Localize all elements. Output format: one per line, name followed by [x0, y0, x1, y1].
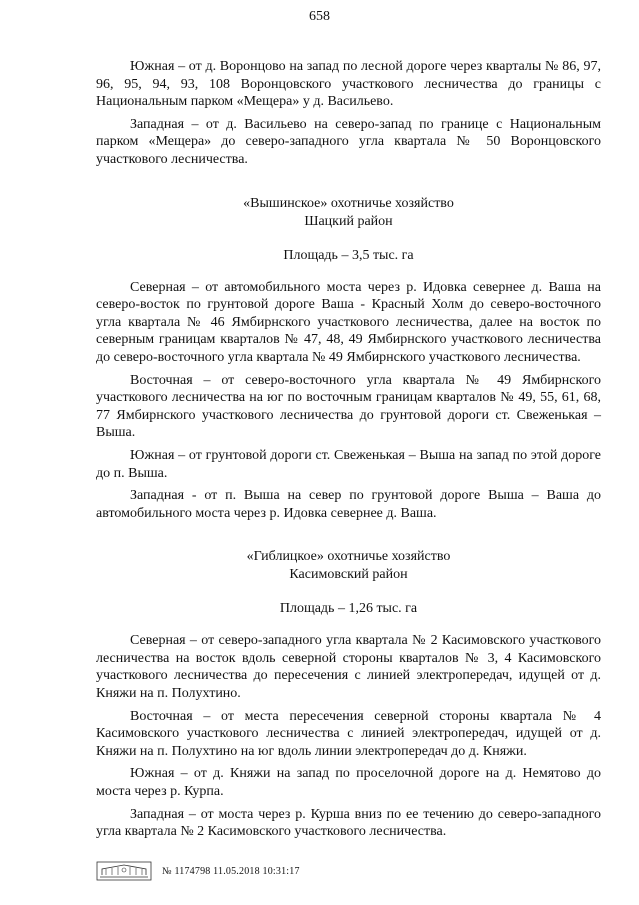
document-body	[96, 58, 601, 841]
government-building-icon	[96, 861, 152, 881]
paragraph-north: Северная – от северо-западного угла квартала № 2 Касимовского участкового лесничества на восток вдоль северной стороны кварталов № 3, 4 Касимовского участкового лесничества до пересечения с линией электропередач, идущей от д. Княжи на п. Полухтино.	[96, 633, 601, 702]
section-title: «Гиблицкое» охотничье хозяйство	[246, 549, 451, 565]
page-number: 658	[309, 9, 330, 24]
section-district: Шацкий район	[304, 213, 393, 229]
paragraph-south: Южная – от д. Княжи на запад по проселочной дороге на д. Немятово до моста через р. Курпа.	[96, 766, 601, 800]
paragraph-intro-south: Южная – от д. Воронцово на запад по лесной дороге через кварталы № 86, 97, 96, 95, 94, 93, 108 Воронцовского участкового лесничества до границы с Национальным парком «Мещера» у д. Васильево.	[96, 59, 601, 110]
paragraph-east: Восточная – от места пересечения северной стороны квартала № 4 Касимовского участкового лесничества с линией электропередач, идущей от д. Княжи на п. Полухтино на юг вдоль линии электропередач до д. Княжи.	[96, 708, 601, 759]
paragraph-east: Восточная – от северо-восточного угла квартала № 49 Ямбирнского участкового лесничества на юг по восточным границам кварталов № 49, 55, 61, 68, 77 Ямбирнского участкового лесничества до грунтовой дороги ст. Свеженькая – Выша.	[96, 372, 601, 441]
paragraph-west: Западная – от моста через р. Курша вниз по ее течению до северо-западного угла квартала № 2 Касимовского участкового лесничества.	[96, 806, 601, 840]
section-title: «Вышинское» охотничье хозяйство	[243, 195, 454, 211]
paragraph-intro-west: Западная – от д. Васильево на северо-запад по границе с Национальным парком «Мещера» до северо-западного угла квартала № 50 Воронцовского участкового лесничества.	[96, 116, 601, 167]
paragraph-west: Западная - от п. Выша на север по грунтовой дороге Выша – Ваша до автомобильного моста через р. Идовка севернее д. Ваша.	[96, 488, 601, 521]
footer	[96, 861, 300, 881]
section-area: Площадь – 1,26 тыс. га	[279, 601, 418, 617]
section-district: Касимовский район	[289, 567, 408, 583]
paragraph-north: Северная – от автомобильного моста через р. Идовка севернее д. Ваша на северо-восток по грунтовой дороге Ваша - Красный Холм до северо-восточного угла квартала № 46 Ямбирнского участкового лесничества, далее на восток по северным границам кварталов № 47, 48, 49 Ямбирнского участкового лесничества до северо-восточного угла квартала № 49 Ямбирнского участкового лесничества.	[96, 279, 601, 365]
section-area: Площадь – 3,5 тыс. га	[283, 247, 414, 263]
paragraph-south: Южная – от грунтовой дороги ст. Свеженькая – Выша на запад по этой дороге до п. Выша.	[96, 447, 601, 481]
document-number: № 1174798 11.05.2018 10:31:17	[162, 865, 300, 877]
